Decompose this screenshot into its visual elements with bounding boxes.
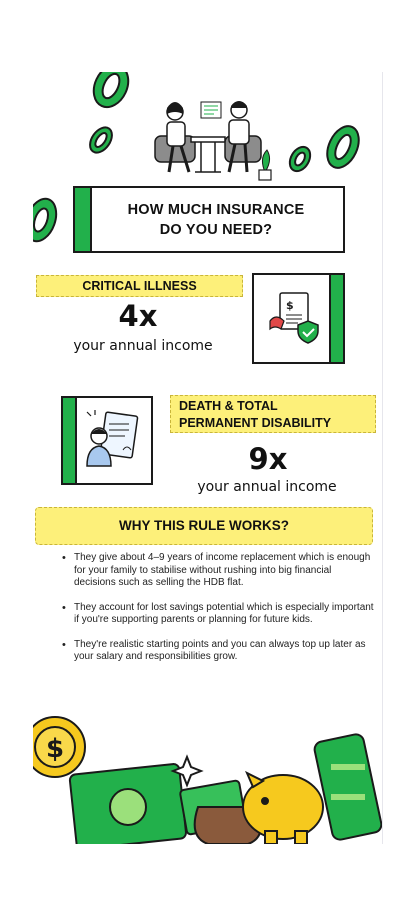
insurance-card: [252, 273, 345, 364]
svg-text:$: $: [286, 299, 294, 312]
critical-illness-caption: your annual income: [73, 338, 213, 354]
death-tpd-multiplier: 9x: [248, 442, 288, 476]
death-tpd-caption: your annual income: [197, 479, 337, 495]
list-item: • They account for lost savings potential which is especially important if you're supporting parents or planning for future kids.: [62, 602, 374, 627]
page-title: HOW MUCH INSURANCE DO YOU NEED?: [127, 202, 305, 238]
money-illustration: [33, 707, 382, 844]
svg-text:$: $: [46, 734, 65, 764]
infographic-poster: [33, 72, 382, 844]
reasons-list: [62, 552, 374, 676]
critical-illness-multiplier: 4x: [118, 299, 158, 333]
title-box: [73, 186, 345, 253]
list-item: • They're realistic starting points and you can always top up later as your salary and responsibilities grow.: [62, 639, 374, 664]
list-item: • They give about 4–9 years of income replacement which is enough for your family to stabilise without rushing into big financial decisions such as selling the HDB flat.: [62, 552, 374, 590]
insurance-document-icon: [264, 287, 324, 349]
title-accent-strip: [75, 188, 92, 251]
why-heading: WHY THIS RULE WORKS?: [35, 507, 373, 545]
death-tpd-card: [61, 396, 153, 485]
death-tpd-label: DEATH & TOTAL PERMANENT DISABILITY: [170, 395, 376, 433]
person-document-icon: [81, 406, 143, 474]
critical-illness-label: CRITICAL ILLNESS: [36, 275, 243, 297]
people-meeting-illustration: [143, 92, 273, 187]
